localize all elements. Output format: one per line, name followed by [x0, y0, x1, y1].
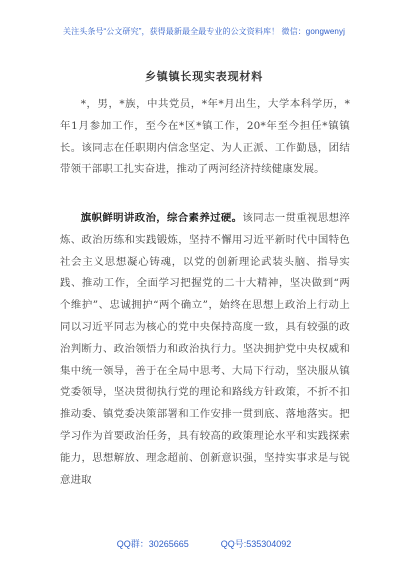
- paragraph-politics: [60, 208, 350, 491]
- paragraph-intro: *，男，*族，中共党员，*年*月出生，大学本科学历，*年1月参加工作，至今在*区*镇工作，20*年至今担任*镇镇长。该同志在任职期内信念坚定、为人正派、工作勤恳，团结带领干部职工扎实奋进，推动了两河经济持续健康发展。: [60, 98, 350, 176]
- footer-contact: [0, 537, 408, 550]
- paragraph-body: 该同志一贯重视思想淬炼、政治历练和实践锻炼，坚持不懈用习近平新时代中国特色社会主义思想凝心铸魂，以党的创新理论武装头脑、指导实践、推动工作，全面学习把握党的二十大精神，坚决做到“两个维护”、忠诚拥护“两个确立”，始终在思想上政治上行动上同以习近平同志为核心的党中央保持高度一致，具有较强的政治判断力、政治领悟力和政治执行力。坚决拥护党中央权威和集中统一领导，善于在全局中思考、大局下行动，坚决服从镇党委领导，坚决贯彻执行党的理论和路线方针政策，不折不扣推动委、镇党委决策部署和工作安排一贯到底、落地落实。把学习作为首要政治任务，具有较高的政策理论水平和实践探索能力，思想解放、理念超前、创新意识强，坚持实事求是与锐意进取: [60, 212, 351, 486]
- paragraph-lead-heading: 旗帜鲜明讲政治，综合素养过硬。: [80, 212, 243, 224]
- footer-qq-number: QQ号:535304092: [220, 539, 292, 549]
- footer-qq-group: QQ群：30265665: [116, 539, 189, 549]
- header-banner: 关注头条号“公文研究”，获得最新最全最专业的公文资料库！ 微信：gongwenyj: [63, 27, 345, 36]
- document-title: 乡镇镇长现实表现材料: [145, 70, 263, 83]
